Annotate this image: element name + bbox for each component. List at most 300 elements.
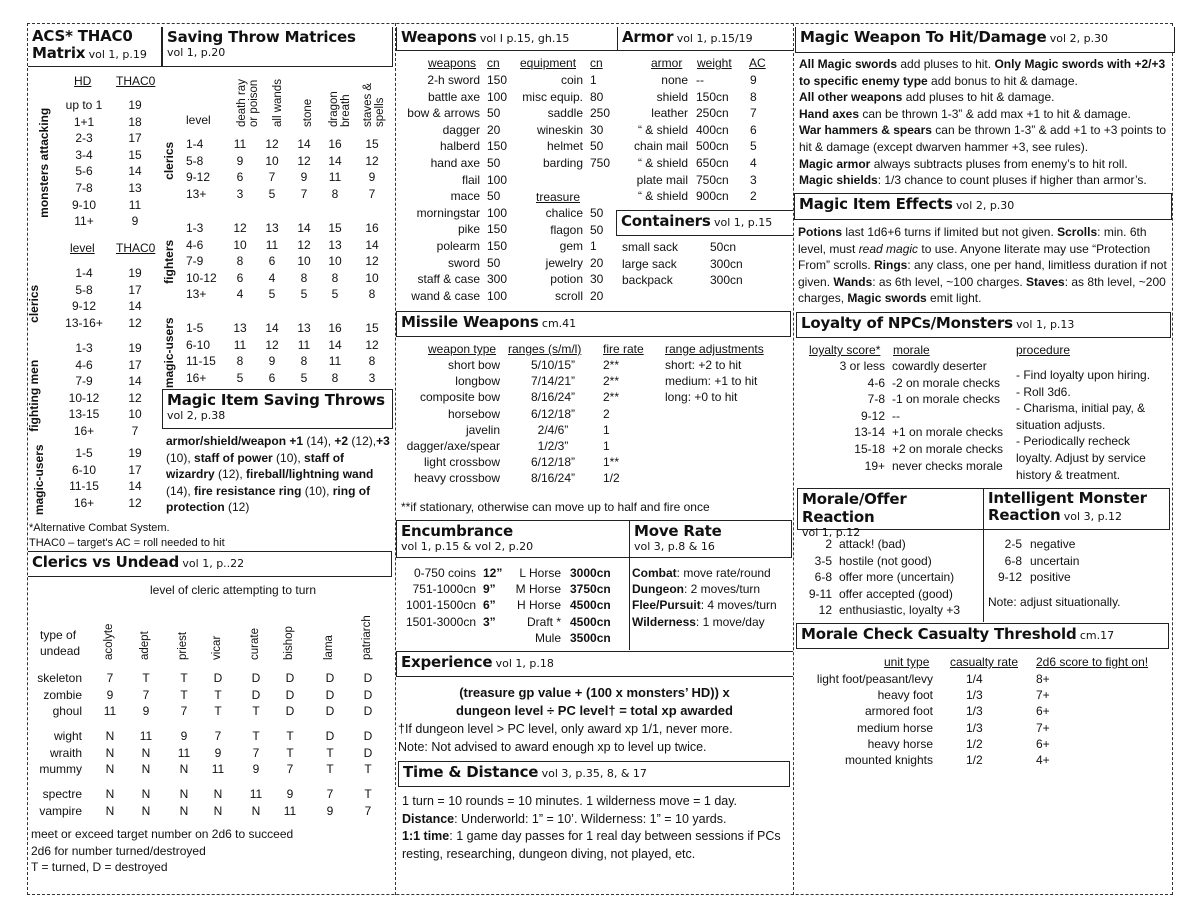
loyal-morale: +2 on morale checks (892, 442, 1004, 456)
mw-text: : 1/3 chance to count pluses if higher than armor’s. (877, 173, 1147, 188)
saves-cell: 12 (365, 153, 379, 168)
undead-cell: T (252, 704, 260, 719)
missile-col-header: fire rate (603, 342, 644, 356)
saves-cell: 8 (368, 287, 376, 302)
saves-cell: 11 (265, 237, 279, 252)
equipment-cn: 30 (590, 122, 604, 137)
missile-weapon: dagger/axe/spear (406, 439, 500, 453)
undead-cell: N (179, 787, 189, 801)
equipment-name: misc equip. (522, 89, 583, 104)
missile-range: 8/16/24” (530, 390, 576, 405)
equipment-name: wineskin (536, 122, 583, 137)
saves-level-header: level (186, 113, 211, 127)
saves-cell: 12 (265, 137, 279, 151)
move-row (632, 615, 765, 631)
casualty-score: 7+ (1036, 720, 1050, 735)
saves-cell: 16 (328, 137, 342, 151)
undead-cell: 7 (326, 787, 334, 801)
undead-cell: 9 (106, 687, 114, 702)
undead-cell: N (141, 787, 151, 801)
undead-cell: T (364, 762, 372, 777)
move-row (632, 598, 777, 614)
thac0-value: 19 (128, 446, 142, 460)
loyal-ref: vol 1, p.13 (1016, 318, 1075, 331)
move-label: Wilderness (632, 614, 696, 629)
mist-item: +2 (334, 434, 349, 448)
thac0-level: 10-12 (68, 390, 100, 405)
saves-cell: 11 (233, 137, 247, 151)
reaction-result: offer accepted (good) (839, 586, 953, 601)
saves-cell: 8 (236, 354, 244, 369)
enc-capacity: 4500cn (570, 614, 611, 629)
saves-cell: 4 (236, 287, 244, 302)
mist-item: fire resistance ring (194, 483, 302, 498)
saves-cell: 4-6 (186, 237, 204, 252)
undead-cell: 11 (103, 704, 117, 719)
mist-value: (10), (272, 450, 305, 465)
saves-cell: 8 (331, 186, 339, 201)
thac0-col-header: level (70, 241, 95, 255)
saves-cell: 13+ (186, 186, 207, 201)
undead-cell: 11 (177, 745, 191, 760)
intel-title: Intelligent Monster (988, 489, 1147, 507)
mie-title: Magic Item Effects (799, 195, 953, 213)
saves-cell: 3 (236, 186, 244, 201)
thac0-title: ACS* THAC0 (32, 27, 133, 45)
xp-formula-2: dungeon level ÷ PC level† = total xp awarded (456, 703, 733, 718)
mw-header (795, 27, 1175, 53)
equipment-name: helmet (546, 139, 583, 154)
undead-cell: T (326, 762, 334, 777)
undead-cell: D (363, 671, 373, 685)
missile-range: 5/10/15” (530, 358, 576, 372)
undead-col-header: patriarch (361, 615, 373, 660)
casualty-rate: 1/3 (966, 704, 983, 719)
missile-rate: 2** (603, 374, 620, 389)
undead-cell: D (251, 687, 261, 702)
weapon-cn: 300 (487, 272, 508, 287)
time-label: Distance (402, 811, 455, 826)
treasure-cn: 20 (590, 255, 604, 270)
weapons-col-header: equipment (520, 56, 577, 70)
mie-text: Staves (1026, 274, 1065, 289)
treasure-cn: 50 (590, 222, 604, 237)
undead-note: meet or exceed target number on 2d6 to succeed (31, 827, 294, 841)
undead-col-header: priest (177, 631, 189, 660)
saves-group-label: magic-users (162, 317, 177, 389)
thac0-value: 18 (128, 114, 142, 129)
enc-animal: Mule (534, 630, 561, 645)
loyal-morale: -- (892, 408, 900, 423)
saves-cell: 8 (300, 270, 308, 285)
armor-ac: 4 (750, 156, 757, 170)
weapon-name: battle axe (427, 89, 480, 104)
thac0-value: 14 (128, 374, 142, 389)
undead-col-header: adept (139, 631, 151, 660)
undead-cell: N (179, 762, 189, 777)
armor-weight: 900cn (696, 189, 729, 204)
thac0-value: 17 (128, 282, 142, 297)
mist-value: (12), (214, 467, 247, 482)
loyal-procedure: loyalty. Adjust by service (1016, 451, 1146, 465)
enc-animal: Draft * (526, 614, 561, 629)
saves-cell: 10-12 (186, 270, 217, 285)
thac0-level: 5-6 (75, 164, 93, 179)
loyal-score: 7-8 (867, 392, 885, 407)
thac0-note: THAC0 – target's AC = roll needed to hit (29, 537, 225, 549)
undead-rowhead: undead (40, 644, 81, 658)
time-line: 1 turn = 10 rounds = 10 minutes. 1 wilderness move = 1 day. (402, 794, 738, 808)
time-line (402, 811, 790, 829)
armor-weight: 750cn (696, 172, 729, 187)
casualty-ref: cm.17 (1079, 629, 1115, 642)
mie-text: Scrolls (1057, 225, 1098, 239)
enc-load: 1001-1500cn (405, 598, 476, 613)
mie-text: : any class, one per hand, limitless duration if not given. (798, 258, 1167, 289)
mie-text: Potions (798, 225, 842, 239)
containers-ref: vol 1, p.15 (713, 216, 773, 229)
mie-text: Rings (874, 258, 908, 273)
undead-type: vampire (39, 803, 82, 818)
loyal-score: 19+ (864, 458, 885, 473)
casualty-col-header: 2d6 score to fight on! (1036, 655, 1149, 669)
armor-weight: 400cn (696, 122, 729, 137)
saves-cell: 5 (268, 186, 276, 201)
casualty-col-header: unit type (884, 655, 930, 669)
loyal-morale: +1 on morale checks (892, 425, 1004, 440)
loyal-score: 15-18 (854, 442, 885, 456)
undead-cell: N (105, 787, 115, 801)
loyal-morale: -2 on morale checks (892, 375, 1001, 390)
thac0-level: 5-8 (75, 282, 93, 297)
armor-ac: 7 (750, 106, 757, 121)
undead-type: mummy (39, 762, 82, 777)
loyal-procedure: situation adjusts. (1016, 417, 1106, 432)
saves-cell: 1-5 (186, 321, 204, 335)
move-title: Move Rate (634, 522, 722, 540)
enc-animal: L Horse (519, 566, 561, 580)
missile-header (396, 311, 791, 337)
weapon-cn: 50 (487, 255, 501, 270)
thac0-level: 9-12 (71, 299, 97, 314)
time-line (402, 828, 790, 863)
undead-type: spectre (42, 787, 82, 801)
mw-text: All other weapons (799, 90, 903, 105)
saves-cell: 7 (300, 186, 308, 201)
undead-cell: D (363, 704, 373, 719)
undead-cell: N (251, 803, 261, 818)
casualty-score: 7+ (1036, 688, 1050, 703)
equipment-name: barding (542, 156, 583, 170)
undead-cell: 7 (364, 803, 372, 818)
equipment-cn: 1 (590, 73, 597, 87)
thac0-value: 7 (131, 424, 139, 438)
missile-weapon: longbow (455, 374, 500, 389)
intel-roll: 9-12 (997, 570, 1022, 585)
saves-cell: 11 (297, 337, 311, 352)
casualty-unit: armored foot (864, 704, 933, 719)
thac0-level: 11+ (74, 214, 94, 229)
undead-type: wight (53, 729, 82, 743)
saves-cell: 6 (236, 170, 244, 185)
thac0-col-header: THAC0 (116, 74, 156, 88)
casualty-score: 6+ (1036, 736, 1050, 751)
saves-cell: 6 (268, 254, 276, 269)
loyal-procedure: history & treatment. (1016, 467, 1121, 482)
intel-note: Note: adjust situationally. (988, 595, 1121, 609)
missile-rate: 2 (603, 406, 610, 421)
mw-text: add bonus to hit & damage. (927, 73, 1078, 88)
reaction-roll: 12 (818, 603, 832, 618)
mie-text: : as 8th level, ~200 charges, (798, 274, 1166, 306)
loyal-score: 13-14 (854, 425, 885, 440)
saves-cell: 8 (236, 254, 244, 269)
enc-title: Encumbrance (401, 522, 513, 540)
saves-cell: 7 (268, 170, 276, 185)
saves-cell: 11-15 (186, 354, 216, 369)
mie-text: read magic (858, 241, 919, 256)
thac0-level: 13-16+ (65, 315, 103, 330)
saves-cell: 9 (300, 170, 308, 185)
casualty-unit: medium horse (856, 720, 933, 735)
casualty-score: 6+ (1036, 704, 1050, 719)
missile-weapon: light crossbow (423, 455, 500, 470)
undead-cell: D (363, 745, 373, 760)
treasure-cn: 1 (590, 239, 597, 254)
thac0-value: 15 (128, 147, 142, 162)
loyal-score: 4-6 (867, 375, 885, 390)
casualty-unit: mounted knights (844, 753, 933, 767)
missile-adjust: long: +0 to hit (665, 390, 738, 405)
armor-ac: 6 (750, 122, 757, 137)
undead-col-header: curate (249, 628, 261, 660)
loyal-header (796, 312, 1171, 338)
saves-cell: 10 (233, 237, 247, 252)
undead-cell: D (285, 687, 295, 702)
containers-header (616, 210, 793, 236)
saves-col-header: death ray or poison (236, 79, 260, 127)
thac0-group-label: monsters attacking (37, 107, 52, 218)
saves-cell: 8 (368, 354, 376, 369)
weapon-name: sword (447, 255, 480, 270)
missile-rate: 1 (603, 422, 610, 437)
saves-cell: 12 (233, 221, 247, 235)
thac0-level: 16+ (73, 424, 95, 438)
missile-col-header: range adjustments (665, 342, 764, 356)
mist-ref: vol 2, p.38 (167, 409, 226, 422)
saves-cell: 13 (265, 221, 279, 235)
thac0-value: 9 (131, 214, 139, 229)
weapon-name: dagger (442, 122, 480, 137)
enc-move: 6” (483, 598, 496, 613)
xp-title: Experience (401, 653, 493, 671)
saves-cell: 14 (328, 153, 342, 168)
saves-cell: 13+ (186, 287, 207, 302)
enc-move: 9” (483, 582, 496, 597)
weapons-col-header: weapons (428, 56, 477, 70)
mw-ref: vol 2, p.30 (1049, 32, 1109, 45)
treasure-cn: 30 (590, 272, 604, 287)
thac0-value: 17 (128, 131, 142, 146)
saves-cell: 15 (328, 221, 342, 235)
reaction-ref: vol 1, p.12 (802, 526, 861, 539)
saves-cell: 16 (328, 321, 342, 335)
thac0-header (28, 27, 162, 67)
undead-cell: T (142, 671, 150, 685)
loyal-procedure: - Find loyalty upon hiring. (1016, 368, 1151, 382)
weapon-cn: 20 (487, 122, 501, 137)
loyal-score: 9-12 (860, 408, 885, 423)
enc-divider (629, 558, 630, 650)
undead-cell: 9 (180, 729, 188, 743)
casualty-rate: 1/4 (966, 672, 983, 686)
undead-type: skeleton (37, 671, 82, 685)
saves-cell: 6 (268, 370, 276, 385)
mw-text: Hand axes (799, 106, 860, 121)
thac0-level: 3-4 (75, 147, 93, 162)
undead-cell: 7 (286, 762, 294, 777)
thac0-value: 14 (128, 299, 142, 314)
undead-cell: N (213, 787, 223, 801)
armor-col-header: armor (651, 56, 683, 70)
equipment-name: coin (560, 73, 583, 87)
undead-cell: 7 (180, 704, 188, 719)
thac0-group-label: magic-users (32, 444, 47, 516)
casualty-unit: light foot/peasant/levy (816, 672, 933, 686)
weapon-name: wand & case (411, 288, 480, 303)
undead-cell: N (141, 803, 151, 818)
casualty-score: 8+ (1036, 672, 1050, 686)
mw-text: add pluses to hit & damage. (902, 90, 1055, 105)
move-label: Dungeon (632, 582, 684, 597)
saves-cell: 16+ (186, 370, 207, 385)
xp-note: Note: Not advised to award enough xp to level up twice. (398, 740, 707, 754)
reaction-roll: 6-8 (814, 570, 832, 585)
saves-cell: 12 (365, 254, 379, 269)
armor-ref: vol 1, p.15/19 (676, 32, 753, 45)
undead-cell: T (214, 704, 222, 719)
enc-load: 1501-3000cn (405, 614, 476, 629)
mist-value: (12), (348, 434, 377, 448)
weapon-name: staff & case (417, 272, 480, 287)
saves-cell: 12 (265, 337, 279, 352)
container-name: large sack (622, 256, 677, 271)
mw-text (799, 56, 1173, 189)
saves-cell: 1-3 (186, 221, 204, 235)
loyal-morale: cowardly deserter (892, 359, 987, 373)
saves-cell: 14 (265, 321, 279, 335)
thac0-col-header: HD (74, 74, 92, 88)
undead-col-header: acolyte (103, 623, 115, 660)
mw-text: Magic shields (799, 173, 878, 188)
undead-col-header: lama (323, 635, 335, 660)
saves-cell: 8 (331, 370, 339, 385)
armor-name: “ & shield (637, 189, 688, 204)
armor-weight: 650cn (696, 156, 729, 170)
saves-title: Saving Throw Matrices (167, 28, 356, 46)
undead-cell: D (285, 671, 295, 685)
missile-weapon: composite bow (419, 390, 500, 405)
undead-cell: N (105, 803, 115, 818)
undead-cell: D (363, 729, 373, 743)
mw-text: can be thrown 1-3” & add +1 to +3 points to hit & damage (except dwarven hammer +3, see rules). (799, 123, 1167, 154)
xp-header (396, 651, 793, 677)
mist-value: (14), (166, 483, 195, 498)
time-value: : 1 game day passes for 1 real day between sessions if PCs resting, researching, dungeon diving, not played, etc. (402, 829, 781, 861)
loyal-title: Loyalty of NPCs/Monsters (801, 314, 1013, 332)
undead-cell: 7 (142, 687, 150, 702)
saves-cell: 10 (265, 153, 279, 168)
move-ref: vol 3, p.8 & 16 (634, 540, 715, 553)
weapon-cn: 50 (487, 106, 501, 121)
mw-text: can be thrown 1-3” & add max +1 to hit & damage. (859, 106, 1131, 121)
enc-move: 3” (483, 614, 496, 629)
column-divider (793, 23, 794, 895)
thac0-level: 4-6 (75, 357, 93, 372)
intel-result: uncertain (1030, 553, 1080, 568)
saves-cell: 5 (268, 287, 276, 302)
armor-name: shield (656, 89, 688, 104)
armor-col-header: AC (749, 56, 766, 70)
saves-cell: 10 (365, 270, 379, 285)
thac0-value: 17 (128, 462, 142, 477)
move-value: : 2 moves/turn (684, 582, 761, 597)
mw-text: All Magic swords (799, 57, 898, 71)
equipment-cn: 250 (590, 106, 611, 121)
time-value: : Underworld: 1” = 10’. Wilderness: 1” = 10 yards. (454, 811, 727, 826)
intel-header (983, 488, 1170, 530)
undead-cell: T (286, 745, 294, 760)
casualty-rate: 1/2 (966, 753, 983, 767)
mie-text (798, 224, 1172, 307)
thac0-level: 2-3 (75, 131, 93, 146)
saves-cell: 12 (297, 153, 311, 168)
undead-cell: T (286, 729, 294, 743)
missile-range: 6/12/18” (530, 406, 576, 421)
saves-cell: 7-9 (186, 254, 204, 269)
undead-cell: N (213, 803, 223, 818)
thac0-col-header: THAC0 (116, 241, 156, 255)
treasure-name: jewelry (545, 255, 583, 270)
enc-load: 0-750 coins (413, 566, 476, 580)
saves-col-header: all wands (272, 79, 284, 127)
weapon-cn: 100 (487, 205, 508, 220)
thac0-level: 1-3 (75, 341, 93, 355)
enc-capacity: 4500cn (570, 598, 611, 613)
thac0-note: *Alternative Combat System. (29, 522, 170, 534)
saves-cell: 3 (368, 370, 376, 385)
reaction-result: hostile (not good) (839, 553, 932, 568)
missile-weapon: javelin (465, 422, 500, 437)
missile-rate: 1/2 (603, 471, 620, 486)
saves-ref: vol 1, p.20 (167, 46, 226, 59)
missile-adjust: short: +2 to hit (665, 358, 742, 372)
undead-cell: 9 (286, 787, 294, 801)
treasure-name: scroll (554, 289, 583, 303)
reaction-roll: 9-11 (808, 586, 832, 601)
armor-ac: 3 (750, 172, 757, 187)
treasure-cn: 20 (590, 289, 604, 303)
undead-cell: D (213, 671, 223, 685)
missile-range: 1/2/3” (537, 439, 569, 453)
mist-value: (10), (166, 450, 195, 465)
saves-header (162, 27, 393, 67)
thac0-level: 16+ (73, 495, 95, 510)
saves-cell: 15 (365, 137, 379, 151)
undead-col-header: vicar (211, 635, 223, 660)
move-header (629, 520, 792, 558)
xp-formula-1: (treasure gp value + (100 x monsters’ HD)) x (459, 685, 730, 700)
